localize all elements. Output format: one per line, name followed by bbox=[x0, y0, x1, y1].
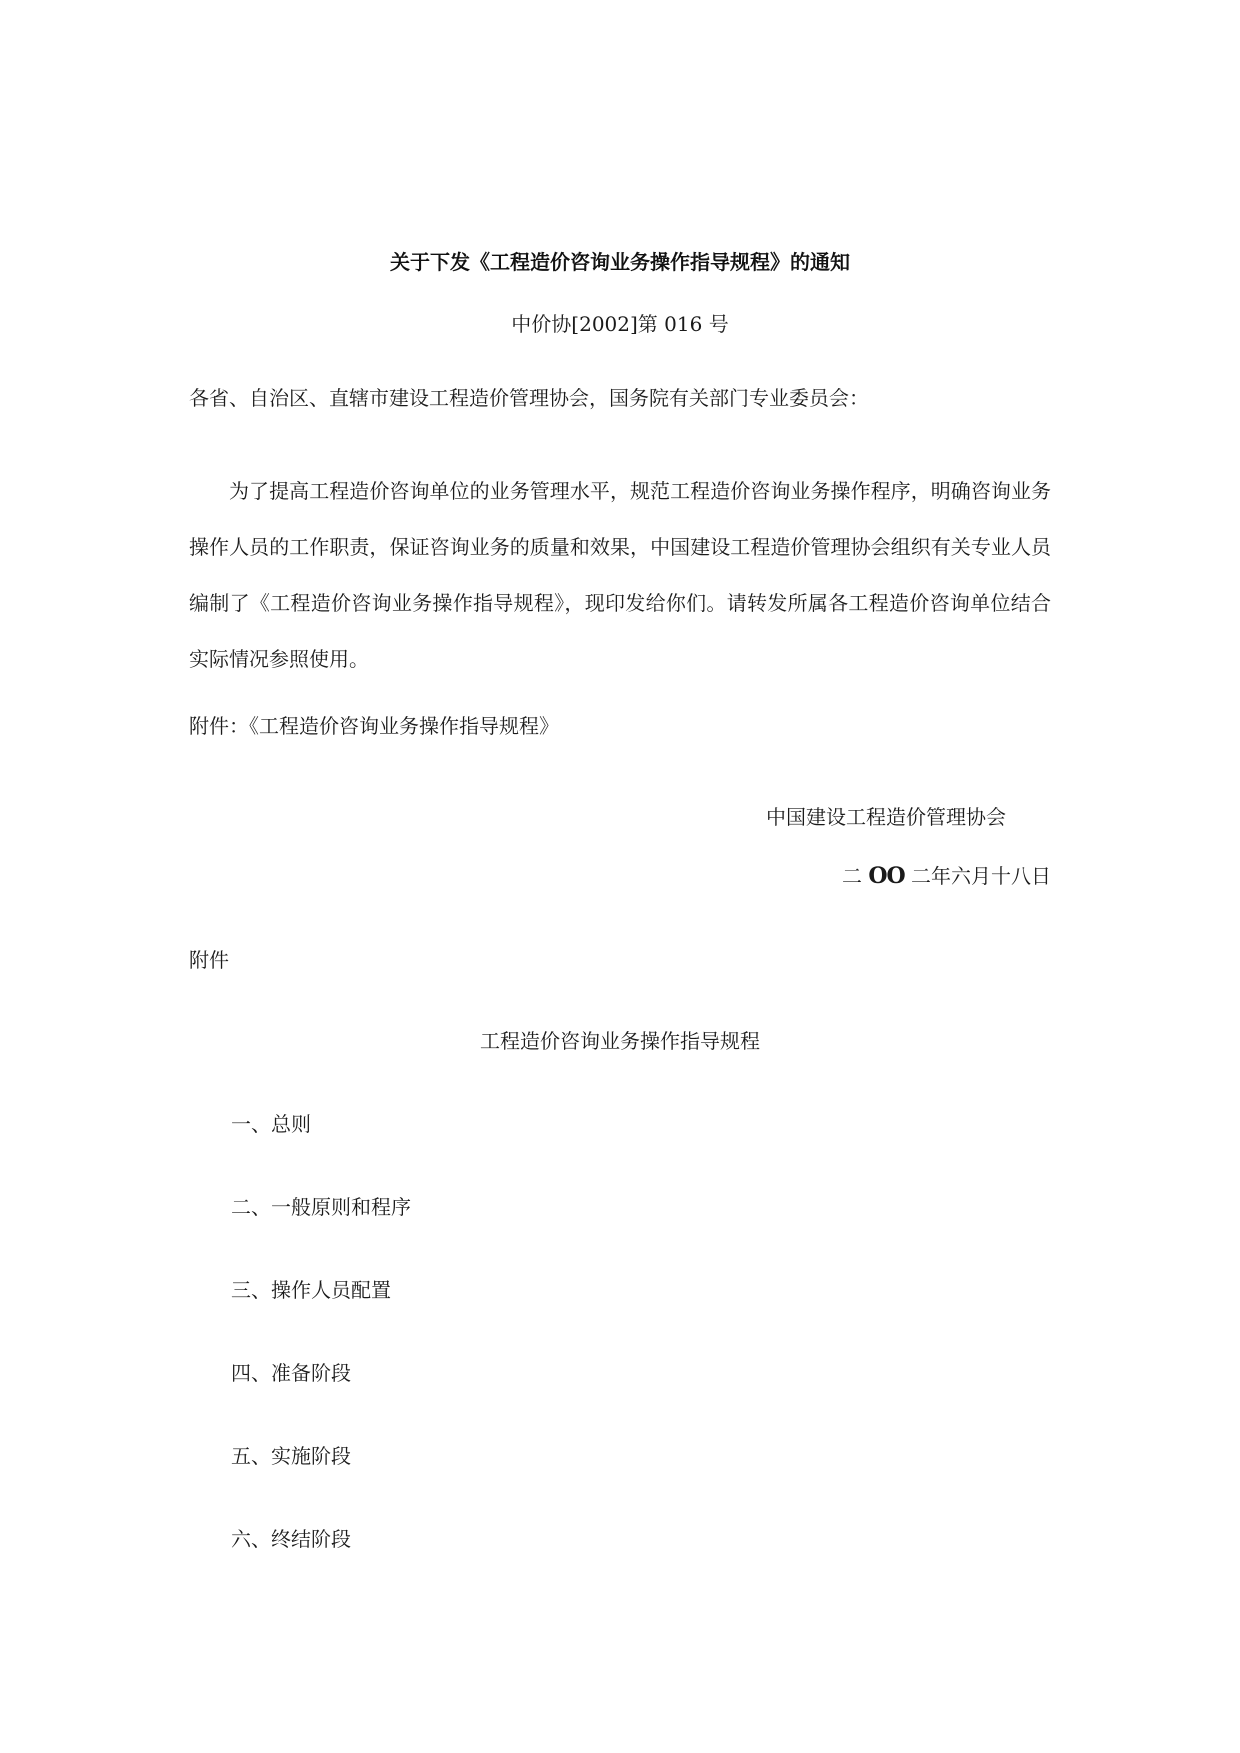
date-zeros: OO bbox=[868, 863, 905, 889]
toc-item-staffing: 三、操作人员配置 bbox=[231, 1278, 391, 1302]
body-paragraph: 为了提高工程造价咨询单位的业务管理水平，规范工程造价咨询业务操作程序，明确咨询业务操作人员的工作职责，保证咨询业务的质量和效果，中国建设工程造价管理协会组织有关专业人员编制了《工程造价咨询业务操作指导规程》，现印发给你们。请转发所属各工程造价咨询单位结合实际情况参照使用。 bbox=[189, 479, 1051, 671]
issue-date bbox=[842, 862, 1051, 890]
salutation: 各省、自治区、直辖市建设工程造价管理协会，国务院有关部门专业委员会： bbox=[189, 386, 869, 410]
toc-item-preparation: 四、准备阶段 bbox=[231, 1361, 351, 1385]
toc-item-conclusion: 六、终结阶段 bbox=[231, 1527, 351, 1551]
toc-item-general: 一、总则 bbox=[231, 1112, 311, 1136]
document-number: 中价协[2002]第 016 号 bbox=[511, 312, 729, 336]
annex-label: 附件 bbox=[189, 948, 229, 972]
annex-title: 工程造价咨询业务操作指导规程 bbox=[480, 1029, 760, 1053]
issuing-organization: 中国建设工程造价管理协会 bbox=[766, 805, 1006, 829]
date-suffix: 二年六月十八日 bbox=[911, 864, 1051, 888]
toc-item-principles: 二、一般原则和程序 bbox=[231, 1195, 411, 1219]
date-prefix: 二 bbox=[841, 864, 862, 888]
notice-title: 关于下发《工程造价咨询业务操作指导规程》的通知 bbox=[390, 250, 850, 274]
attachment-reference: 附件：《工程造价咨询业务操作指导规程》 bbox=[189, 714, 559, 738]
toc-item-implementation: 五、实施阶段 bbox=[231, 1444, 351, 1468]
